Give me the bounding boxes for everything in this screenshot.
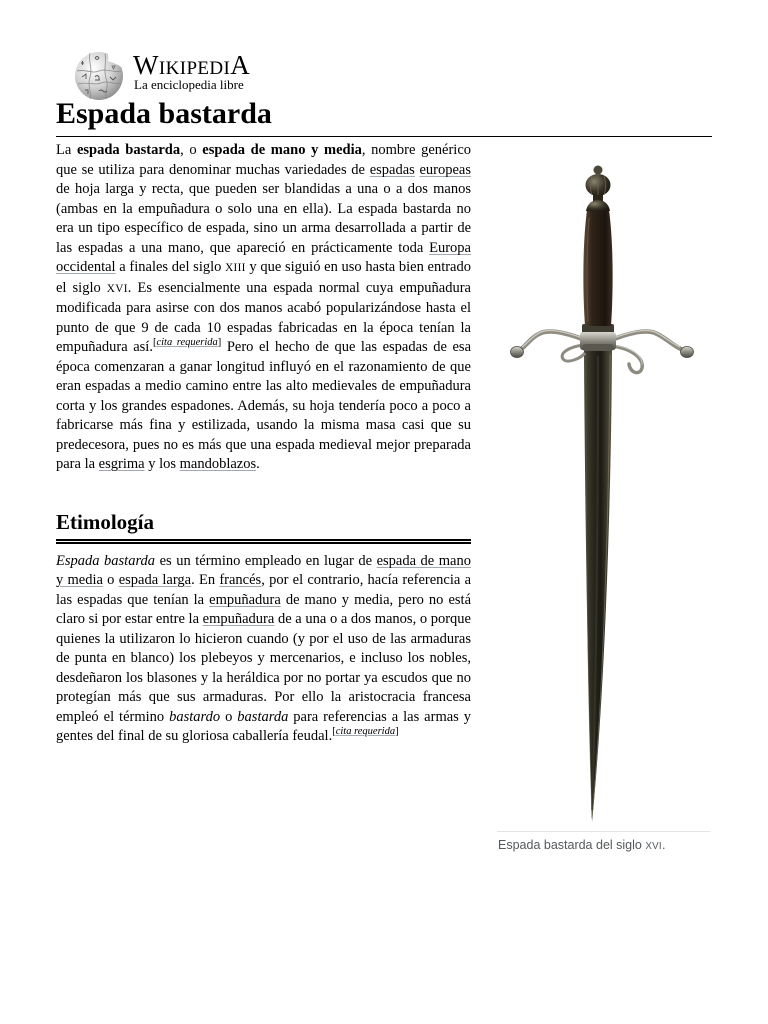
etymology-text: es un término empleado en lugar de — [155, 552, 377, 569]
caption-text: Espada bastarda del siglo — [498, 838, 646, 852]
intro-text: , o — [180, 142, 203, 158]
figure-caption — [497, 831, 710, 855]
wikipedia-tagline: La enciclopedia libre — [134, 77, 244, 92]
sword-pommel — [586, 166, 611, 212]
citation-bracket: ] — [395, 726, 399, 738]
italic-term: bastardo — [169, 708, 221, 725]
etymology-text: para referencias a las armas y gentes del final de su gloriosa caballería feudal. — [56, 708, 471, 744]
intro-text: Pero el hecho de que las espadas de esa época comenzaran a ganar longitud influyó en el razonamiento de que eran espadas a medio camino entre las alto medievales de empuñadura corta y los grandes espadones. Además, su hoja tendería poco a poco a fabricarse más fina y estilizada, usando la misma masa casi que su predecesora, pues no es más que una espada medieval mejor preparada para la — [56, 339, 472, 472]
bold-term: espada de mano y media — [202, 142, 362, 158]
citation-bracket: [ — [152, 337, 157, 349]
etymology-text: , por el contrario, hacía referencia a las espadas que tenían la — [56, 572, 472, 608]
citation-bracket: [ — [332, 726, 336, 738]
link-empunadura[interactable]: empuñadura — [209, 591, 281, 608]
link-espada-de-mano-y-media[interactable]: espada de mano y media — [56, 552, 471, 588]
caption-text: . — [661, 838, 666, 852]
link-esgrima[interactable]: esgrima — [98, 456, 145, 472]
bastard-sword-image[interactable] — [497, 158, 710, 830]
intro-text: . — [256, 456, 260, 472]
article-body — [56, 141, 471, 747]
intro-text: , nombre genérico que se utiliza para denominar muchas variedades de — [56, 142, 472, 178]
sword-grip — [583, 210, 612, 326]
italic-term: Espada bastarda — [56, 552, 156, 569]
citation-needed — [153, 337, 221, 348]
citation-bracket: ] — [217, 337, 222, 349]
century-numeral: XIII — [225, 262, 246, 274]
etymology-text: o — [220, 708, 238, 725]
italic-term: bastarda — [237, 708, 289, 725]
intro-text: y que siguió en uso hasta bien entrado el siglo — [56, 259, 471, 296]
citation-needed-link[interactable]: cita requerida — [156, 337, 218, 349]
etymology-text: de a una o a dos manos, o porque quienes la utilizaron lo hicieron cuando (y por el uso de las armaduras de punta en blanco) los plebeyos y mercenarios, e incluso los nobles, desdeñaron los blasones y la heráldica por no portar ya escudos que no protegían más que sus armaduras. Por ello la aristocracia francesa empleó el término — [56, 611, 471, 725]
link-mandoblazos[interactable]: mandoblazos — [179, 456, 257, 472]
link-europeas[interactable]: europeas — [419, 161, 471, 178]
page-title: Espada bastarda — [56, 96, 712, 137]
link-frances[interactable]: francés — [219, 572, 262, 588]
intro-text: y los — [144, 456, 180, 472]
wikipedia-globe-icon — [73, 50, 125, 102]
link-europa-occidental[interactable]: Europa occidental — [56, 239, 471, 275]
etymology-text: . En — [191, 572, 220, 588]
etymology-text: o — [102, 572, 119, 588]
intro-text: . Es esencialmente una espada normal cuya empuñadura modificada para asirse con dos manos acabó popularizándose hasta el punto de que 9 de cada 10 espadas fabricadas en la época tenían la empuñadura así. — [56, 279, 471, 355]
century-numeral: XVI — [645, 841, 662, 852]
sword-figure — [497, 158, 710, 855]
century-numeral: XVI — [106, 282, 128, 295]
etymology-text: de mano y media, pero no está claro si por estar entre la — [56, 591, 472, 627]
link-espadas[interactable]: espadas — [369, 161, 415, 178]
intro-paragraph — [56, 141, 471, 475]
intro-text: a finales del siglo — [115, 259, 226, 275]
citation-needed — [332, 726, 398, 737]
intro-text: de hoja larga y recta, que pueden ser blandidas a una o a dos manos (ambas en la empuñadura o solo una en ella). La espada bastarda no era un tipo específico de espada, sino un arma desarrollada a partir de las espadas a una mano, que apareció en prácticamente toda — [56, 181, 471, 256]
etymology-paragraph — [56, 552, 471, 747]
link-espada-larga[interactable]: espada larga — [118, 572, 192, 588]
citation-needed-link[interactable]: cita requerida — [335, 726, 396, 738]
intro-text: La — [56, 142, 77, 158]
link-empunadura[interactable]: empuñadura — [202, 611, 275, 627]
wikipedia-wordmark: WikipediA — [133, 50, 251, 80]
bold-term: espada bastarda — [76, 142, 181, 158]
section-heading-etimologia: Etimología — [56, 509, 471, 544]
sword-blade — [584, 350, 612, 822]
